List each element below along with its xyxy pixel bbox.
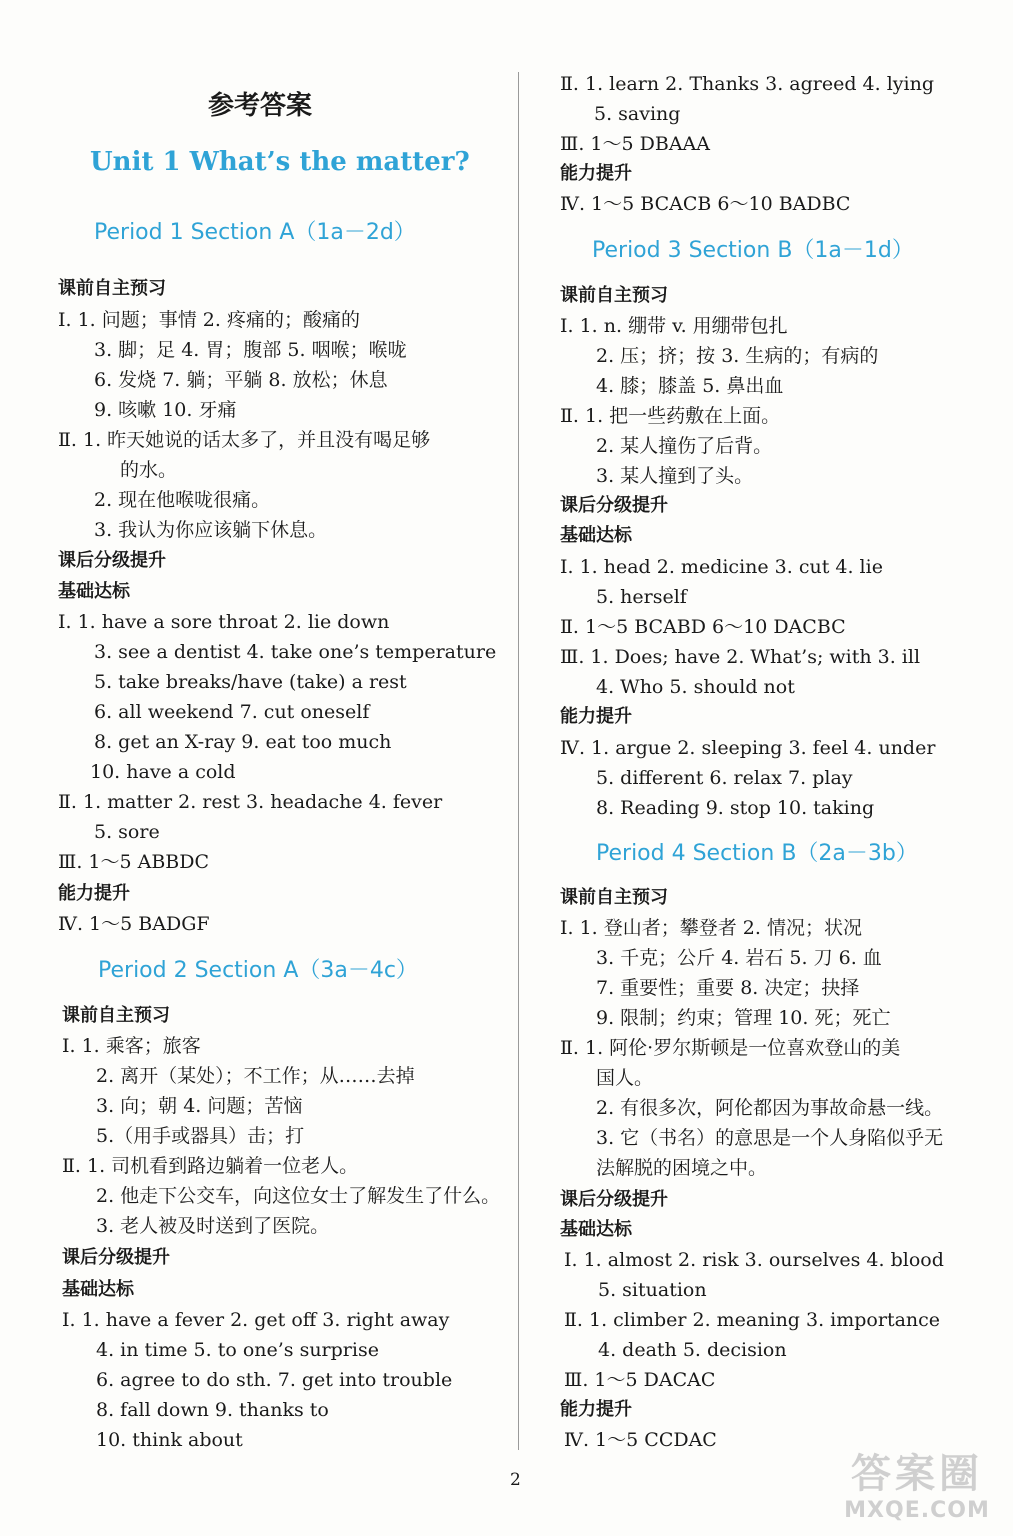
right-line-37: Ⅰ. 1. almost 2. risk 3. ourselves 4. blood bbox=[564, 1249, 944, 1271]
right-line-41: Ⅲ. 1～5 DACAC bbox=[564, 1369, 716, 1391]
right-line-16: 5. herself bbox=[596, 586, 687, 608]
right-line-33: 3. 它（书名）的意思是一个人身陷似乎无 bbox=[596, 1127, 944, 1149]
watermark-logo bbox=[828, 1450, 1006, 1534]
right-head-36: 基础达标 bbox=[560, 1219, 632, 1240]
right-line-7: Ⅰ. 1. n. 绷带 v. 用绷带包扎 bbox=[560, 315, 788, 337]
left-line-27: Ⅰ. 1. 乘客；旅客 bbox=[62, 1035, 201, 1057]
right-line-18: Ⅲ. 1. Does; have 2. What’s; with 3. ill bbox=[560, 646, 921, 668]
right-line-27: 3. 千克；公斤 4. 岩石 5. 刀 6. 血 bbox=[596, 947, 882, 969]
right-line-39: Ⅱ. 1. climber 2. meaning 3. importance bbox=[564, 1309, 941, 1331]
left-line-11: 3. 我认为你应该躺下休息。 bbox=[94, 519, 328, 541]
right-line-28: 7. 重要性；重要 8. 决定；抉择 bbox=[596, 977, 860, 999]
right-line-12: 3. 某人撞到了头。 bbox=[596, 465, 754, 487]
right-line-34: 法解脱的困境之中。 bbox=[596, 1157, 768, 1179]
left-period-25: Period 2 Section A（3a－4c） bbox=[98, 958, 418, 983]
left-line-19: 10. have a cold bbox=[90, 761, 236, 783]
right-line-19: 4. Who 5. should not bbox=[596, 676, 795, 698]
left-line-17: 6. all weekend 7. cut oneself bbox=[94, 701, 370, 723]
left-line-36: Ⅰ. 1. have a fever 2. get off 3. right away bbox=[62, 1309, 450, 1331]
right-line-8: 2. 压；挤；按 3. 生病的；有病的 bbox=[596, 345, 879, 367]
right-line-23: 8. Reading 9. stop 10. taking bbox=[596, 797, 875, 819]
right-head-42: 能力提升 bbox=[560, 1399, 632, 1420]
right-head-25: 课前自主预习 bbox=[560, 887, 668, 908]
left-line-40: 10. think about bbox=[96, 1429, 243, 1451]
right-line-9: 4. 膝；膝盖 5. 鼻出血 bbox=[596, 375, 784, 397]
column-divider bbox=[518, 72, 519, 1450]
watermark-line2: MXQE.COM bbox=[844, 1498, 990, 1523]
left-line-38: 6. agree to do sth. 7. get into trouble bbox=[96, 1369, 453, 1391]
left-line-7: 9. 咳嗽 10. 牙痛 bbox=[94, 399, 237, 421]
left-head-23: 能力提升 bbox=[58, 883, 130, 904]
right-line-1: 5. saving bbox=[594, 103, 681, 125]
right-head-6: 课前自主预习 bbox=[560, 285, 668, 306]
left-head-13: 基础达标 bbox=[58, 581, 130, 602]
left-line-21: 5. sore bbox=[94, 821, 160, 843]
right-head-14: 基础达标 bbox=[560, 525, 632, 546]
right-line-11: 2. 某人撞伤了后背。 bbox=[596, 435, 773, 457]
right-line-43: Ⅳ. 1～5 CCDAC bbox=[564, 1429, 717, 1451]
right-head-35: 课后分级提升 bbox=[560, 1189, 668, 1210]
right-line-26: Ⅰ. 1. 登山者；攀登者 2. 情况；状况 bbox=[560, 917, 862, 939]
right-line-40: 4. death 5. decision bbox=[598, 1339, 787, 1361]
left-line-18: 8. get an X-ray 9. eat too much bbox=[94, 731, 392, 753]
left-line-14: Ⅰ. 1. have a sore throat 2. lie down bbox=[58, 611, 390, 633]
right-line-31: 国人。 bbox=[596, 1067, 654, 1089]
left-line-5: 3. 脚；足 4. 胃；腹部 5. 咽喉；喉咙 bbox=[94, 339, 407, 361]
left-line-31: Ⅱ. 1. 司机看到路边躺着一位老人。 bbox=[62, 1155, 359, 1177]
right-line-22: 5. different 6. relax 7. play bbox=[596, 767, 853, 789]
left-line-30: 5.（用手或器具）击；打 bbox=[96, 1125, 305, 1147]
right-line-15: Ⅰ. 1. head 2. medicine 3. cut 4. lie bbox=[560, 556, 883, 578]
left-head-12: 课后分级提升 bbox=[58, 550, 166, 571]
left-line-29: 3. 向；朝 4. 问题；苦恼 bbox=[96, 1095, 303, 1117]
left-page-title-0: 参考答案 bbox=[208, 91, 313, 121]
left-line-10: 2. 现在他喉咙很痛。 bbox=[94, 489, 271, 511]
page-number: 2 bbox=[510, 1470, 521, 1490]
right-line-32: 2. 有很多次，阿伦都因为事故命悬一线。 bbox=[596, 1097, 944, 1119]
left-line-39: 8. fall down 9. thanks to bbox=[96, 1399, 329, 1421]
left-head-26: 课前自主预习 bbox=[62, 1005, 170, 1026]
left-line-20: Ⅱ. 1. matter 2. rest 3. headache 4. fever bbox=[58, 791, 443, 813]
left-line-16: 5. take breaks/have (take) a rest bbox=[94, 671, 407, 693]
right-line-30: Ⅱ. 1. 阿伦·罗尔斯顿是一位喜欢登山的美 bbox=[560, 1037, 901, 1059]
left-head-34: 课后分级提升 bbox=[62, 1247, 170, 1268]
left-line-8: Ⅱ. 1. 昨天她说的话太多了，并且没有喝足够 bbox=[58, 429, 431, 451]
right-line-29: 9. 限制；约束；管理 10. 死；死亡 bbox=[596, 1007, 891, 1029]
left-unit-1: Unit 1 What’s the matter? bbox=[90, 147, 470, 177]
left-line-15: 3. see a dentist 4. take one’s temperature bbox=[94, 641, 497, 663]
left-line-33: 3. 老人被及时送到了医院。 bbox=[96, 1215, 330, 1237]
right-head-13: 课后分级提升 bbox=[560, 495, 668, 516]
left-head-3: 课前自主预习 bbox=[58, 278, 166, 299]
right-line-17: Ⅱ. 1～5 BCABD 6～10 DACBC bbox=[560, 616, 846, 638]
left-head-35: 基础达标 bbox=[62, 1279, 134, 1300]
right-line-21: Ⅳ. 1. argue 2. sleeping 3. feel 4. under bbox=[560, 737, 936, 759]
left-line-4: Ⅰ. 1. 问题；事情 2. 疼痛的；酸痛的 bbox=[58, 309, 360, 331]
right-line-2: Ⅲ. 1～5 DBAAA bbox=[560, 133, 710, 155]
left-line-37: 4. in time 5. to one’s surprise bbox=[96, 1339, 379, 1361]
right-period-24: Period 4 Section B（2a－3b） bbox=[596, 841, 918, 866]
right-line-4: Ⅳ. 1～5 BCACB 6～10 BADBC bbox=[560, 193, 851, 215]
right-head-20: 能力提升 bbox=[560, 706, 632, 727]
right-line-38: 5. situation bbox=[598, 1279, 707, 1301]
left-line-24: Ⅳ. 1～5 BADGF bbox=[58, 913, 210, 935]
right-line-10: Ⅱ. 1. 把一些药敷在上面。 bbox=[560, 405, 781, 427]
left-line-28: 2. 离开（某处）；不工作；从……去掉 bbox=[96, 1065, 415, 1087]
right-period-5: Period 3 Section B（1a－1d） bbox=[592, 238, 914, 263]
right-head-3: 能力提升 bbox=[560, 163, 632, 184]
left-line-22: Ⅲ. 1～5 ABBDC bbox=[58, 851, 210, 873]
left-period-2: Period 1 Section A（1a－2d） bbox=[94, 220, 416, 245]
left-line-32: 2. 他走下公交车，向这位女士了解发生了什么。 bbox=[96, 1185, 501, 1207]
watermark-line1: 答案圈 bbox=[851, 1451, 983, 1497]
right-line-0: Ⅱ. 1. learn 2. Thanks 3. agreed 4. lying bbox=[560, 73, 934, 95]
left-line-9: 的水。 bbox=[120, 459, 178, 481]
left-line-6: 6. 发烧 7. 躺；平躺 8. 放松；休息 bbox=[94, 369, 388, 391]
